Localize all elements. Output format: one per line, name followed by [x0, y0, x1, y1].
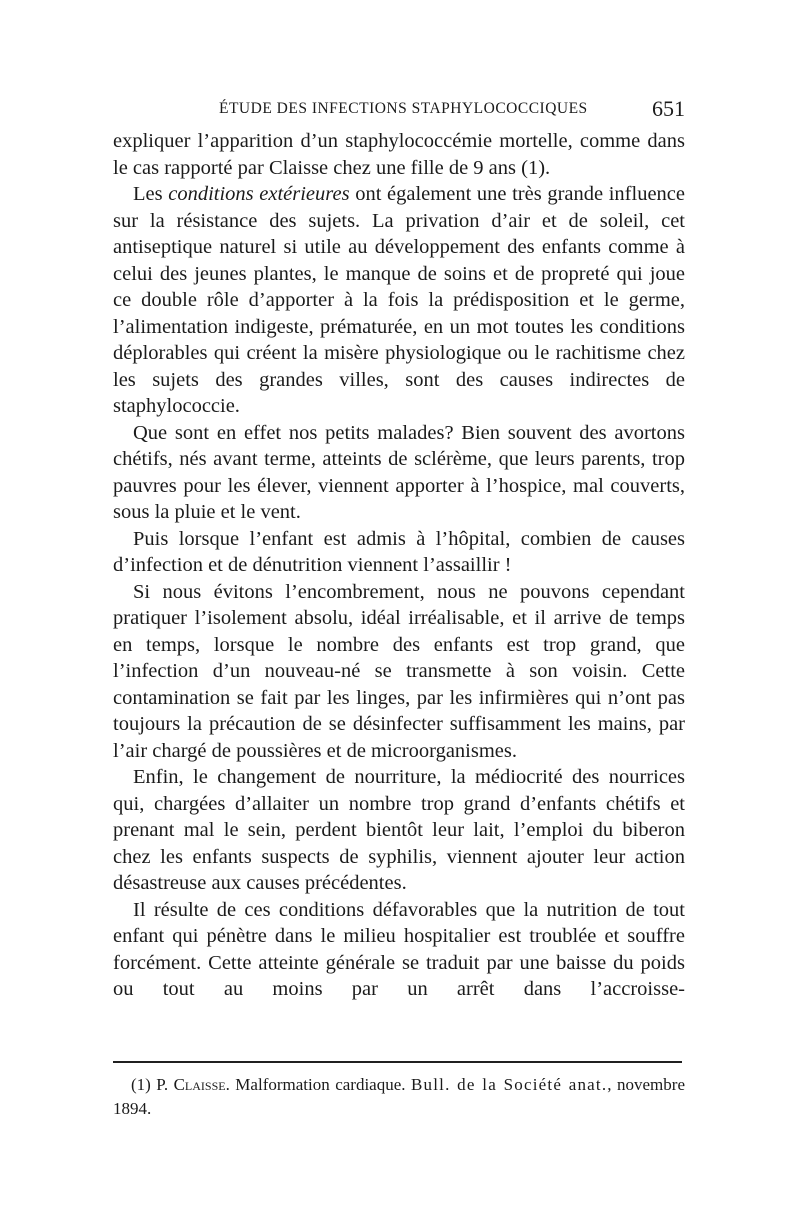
paragraph-external-conditions — [113, 181, 685, 420]
running-head — [113, 96, 685, 126]
paragraph-consequences: Il résulte de ces conditions défavorables que la nutrition de tout enfant qui pénètre dans le milieu hospitalier est troublée et souffre forcément. Cette atteinte générale se traduit par une baisse du poids ou tout au moins par un arrêt dans l’accroisse- — [113, 898, 685, 1000]
paragraph-contamination: Si nous évitons l’encombrement, nous ne pouvons cependant pratiquer l’isolement absolu, idéal irréalisable, et il arrive de temps en temps, lorsque le nombre des enfants est trop grand, que l’infection d’un nouveau-né se transmette à son voisin. Cette contamination se fait par les linges, par les infirmières qui n’ont pas toujours la précaution de se désinfecter suffisamment les mains, par l’air chargé de poussières et de microorganismes. — [113, 580, 685, 762]
footnotes — [113, 1073, 685, 1121]
paragraph-hospital-admission: Puis lorsque l’enfant est admis à l’hôpital, combien de causes d’infection et de dénutrition viennent l’assaillir ! — [113, 527, 685, 576]
paragraph-nutrition-causes: Enfin, le changement de nourriture, la médiocrité des nourrices qui, chargées d’allaiter un nombre trop grand d’enfants chétifs et prenant mal le sein, perdent bientôt leur lait, l’emploi du biberon chez les enfants suspects de syphilis, viennent ajouter leur action désastreuse aux causes précédentes. — [113, 766, 685, 894]
footnote-rule — [113, 1061, 682, 1063]
footnote-date: , novembre 1894. — [113, 1075, 685, 1118]
paragraph-intro-text: Les — [133, 183, 169, 205]
footnote-1 — [113, 1073, 685, 1121]
footnote-journal: Bull. de la Société anat. — [410, 1075, 608, 1094]
footnote-marker: (1) P. — [131, 1075, 174, 1094]
paragraph-body-text: ont également une très grande influence sur la résistance des sujets. La privation d’air et de soleil, cet antiseptique naturel si utile au développement des enfants comme à celui des jeunes plantes, le manque de soins et de propreté qui joue ce double rôle d’apporter à la fois la prédisposition et le germe, l’alimentation indigeste, prématurée, en un mot toutes les conditions déplorables qui créent la misère physiologique ou le rachitisme chez les sujets des grandes villes, sont des causes indirectes de staphylococcie. — [113, 183, 685, 417]
italic-phrase: conditions extérieures — [168, 183, 350, 205]
footnote-title: . Malformation cardiaque. — [225, 1075, 411, 1094]
paragraph-continued: expliquer l’apparition d’un staphylococcémie mortelle, comme dans le cas rapporté par Claisse chez une fille de 9 ans (1). — [113, 130, 685, 179]
running-title: ÉTUDE DES INFECTIONS STAPHYLOCOCCIQUES — [219, 100, 588, 117]
page-number: 651 — [652, 96, 685, 121]
paragraph-patients: Que sont en effet nos petits malades? Bien souvent des avortons chétifs, nés avant terme, atteints de sclérème, que leurs parents, trop pauvres pour les élever, viennent apporter à l’hospice, mal couverts, sous la pluie et le vent. — [113, 421, 685, 523]
body-text — [113, 128, 685, 1003]
footnote-author: Claisse — [173, 1075, 226, 1094]
